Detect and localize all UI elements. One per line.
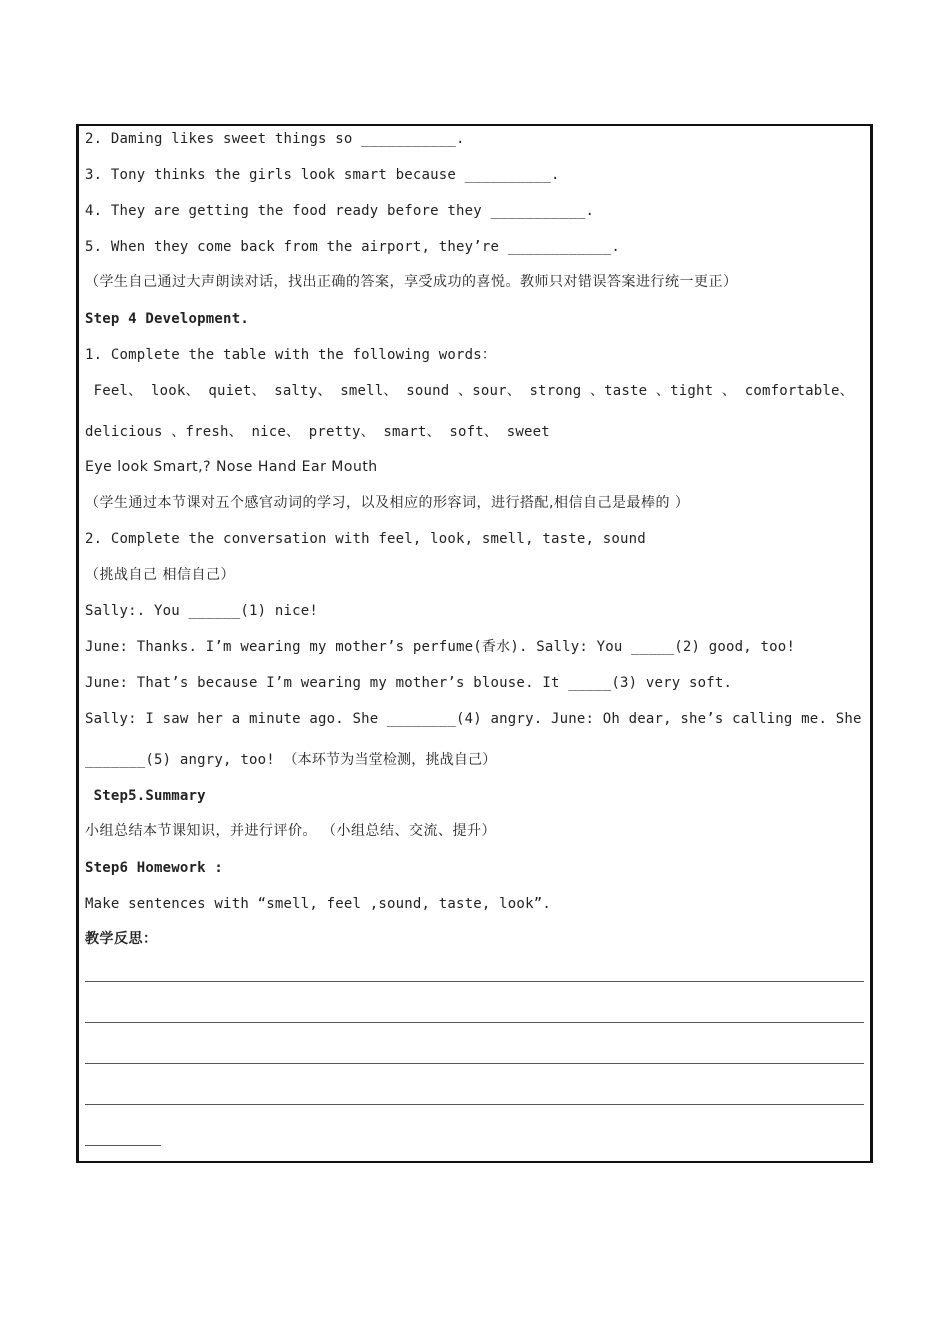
reflection-line-2 xyxy=(85,1022,864,1023)
question-4: 4. They are getting the food ready before they ___________. xyxy=(85,203,595,219)
word-list-line-2: delicious 、fresh、 nice、 pretty、 smart、 soft、 sweet xyxy=(85,424,550,440)
reflection-line-3 xyxy=(85,1063,864,1064)
senses-table-row: Eye look Smart,? Nose Hand Ear Mouth xyxy=(85,459,378,475)
reflection-line-4 xyxy=(85,1104,864,1105)
challenge-note: （挑战自己 相信自己） xyxy=(85,567,235,583)
dialogue-line-3: June: That’s because I’m wearing my mother’s blouse. It _____(3) very soft. xyxy=(85,675,733,691)
step5-heading: Step5.Summary xyxy=(85,788,206,804)
dialogue-line-4: Sally: I saw her a minute ago. She ________(4) angry. June: Oh dear, she’s calling me. She xyxy=(85,711,862,727)
step4-heading: Step 4 Development. xyxy=(85,311,249,327)
question-3: 3. Tony thinks the girls look smart because __________. xyxy=(85,167,560,183)
reflection-line-5 xyxy=(85,1145,161,1146)
reflection-heading: 教学反思： xyxy=(85,931,158,947)
summary-text: 小组总结本节课知识，并进行评价。 （小组总结、交流、提升） xyxy=(85,823,496,839)
question-5: 5. When they come back from the airport, they’re ____________. xyxy=(85,239,620,255)
task-1-instruction: 1. Complete the table with the following words： xyxy=(85,347,497,363)
dialogue-line-2: June: Thanks. I’m wearing my mother’s perfume(香水). Sally: You _____(2) good, too! xyxy=(85,639,796,655)
dialogue-line-5: _______(5) angry, too! （本环节为当堂检测，挑战自己） xyxy=(85,752,497,768)
reflection-line-1 xyxy=(85,981,864,982)
teacher-note-2: （学生通过本节课对五个感官动词的学习，以及相应的形容词，进行搭配,相信自己是最棒的 ） xyxy=(85,495,690,511)
task-2-instruction: 2. Complete the conversation with feel, look, smell, taste, sound xyxy=(85,531,646,547)
step6-heading: Step6 Homework : xyxy=(85,860,224,876)
dialogue-line-1: Sally:. You ______(1) nice! xyxy=(85,603,318,619)
word-list-line-1: Feel、 look、 quiet、 salty、 smell、 sound 、sour、 strong 、taste 、tight 、 comfortable、 xyxy=(85,383,854,399)
question-2: 2. Daming likes sweet things so ___________. xyxy=(85,131,465,147)
homework-text: Make sentences with “smell, feel ,sound, taste, look”. xyxy=(85,896,551,912)
teacher-note-1: （学生自己通过大声朗读对话，找出正确的答案，享受成功的喜悦。教师只对错误答案进行统一更正） xyxy=(85,274,738,290)
